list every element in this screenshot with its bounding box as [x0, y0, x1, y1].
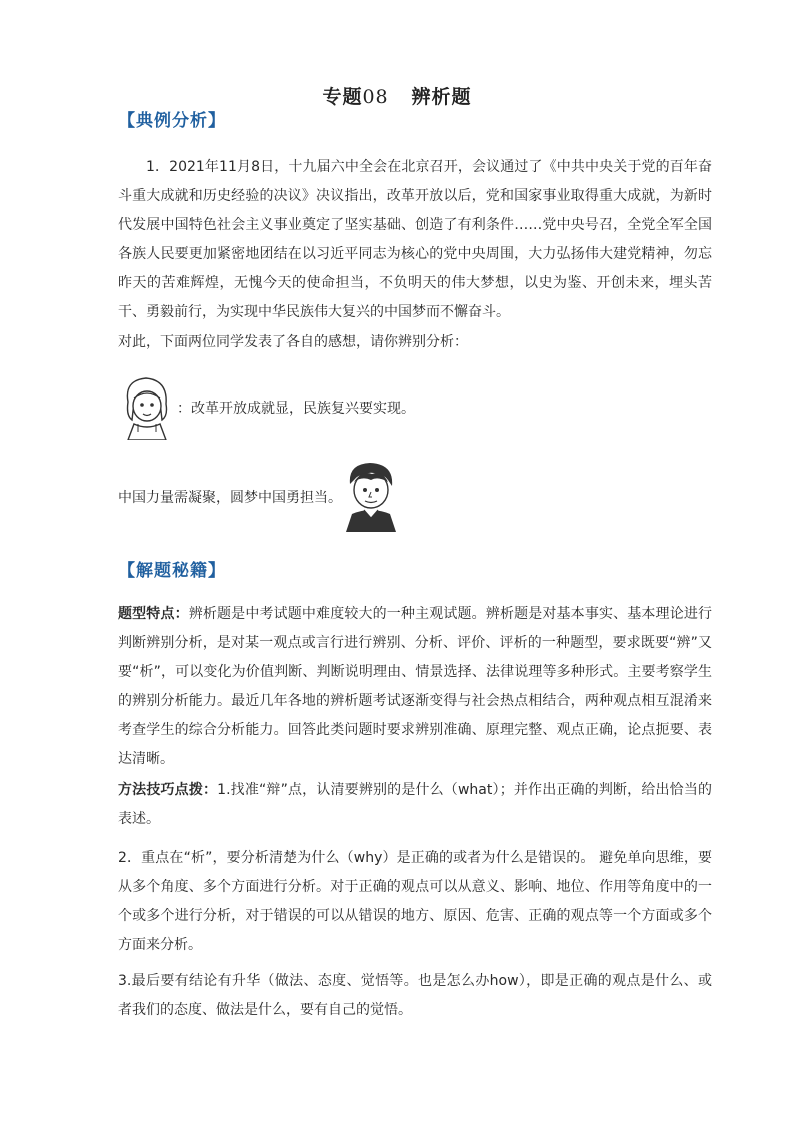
tip-point-2: 2．重点在“析”，要分析清楚为什么（why）是正确的或者为什么是错误的。 避免单向思维，要从多个角度、多个方面进行分析。对于正确的观点可以从意义、影响、地位、作用等角度中的一个或多个进行分析，对于错误的可以从错误的地方、原因、危害、正确的观点等一个方面或多个方面来分析。	[118, 850, 712, 953]
section-heading-tips: 【解题秘籍】	[118, 561, 226, 581]
page-title	[0, 82, 794, 109]
feature-label: 题型特点：	[118, 606, 189, 622]
method-paragraph	[118, 776, 712, 834]
method-text: 1.找准“辩”点，认清要辨别的是什么（what）；并作出正确的判断，给出恰当的表述。	[118, 782, 712, 827]
method-label: 方法技巧点拨：	[118, 782, 218, 798]
title-number: 08	[362, 86, 389, 108]
title-main: 辨析题	[411, 86, 472, 108]
title-prefix: 专题	[322, 86, 363, 108]
tip-point-3: 3.最后要有结论有升华（做法、态度、觉悟等。也是怎么办how），即是正确的观点是什么、或者我们的态度、做法是什么，要有自己的觉悟。	[118, 973, 712, 1018]
section-heading-example: 【典例分析】	[118, 111, 226, 131]
example-question-text: 1．2021年11月8日，十九届六中全会在北京召开，会议通过了《中共中央关于党的百年奋斗重大成就和历史经验的决议》决议指出，改革开放以后，党和国家事业取得重大成就，为新时代发展中国特色社会主义事业奠定了坚实基础、创造了有利条件……党中央号召，全党全军全国各族人民要更加紧密地团结在以习近平同志为核心的党中央周围，大力弘扬伟大建党精神，勿忘昨天的苦难辉煌，无愧今天的使命担当，不负明天的伟大梦想，以史为鉴、开创未来，埋头苦干、勇毅前行，为实现中华民族伟大复兴的中国梦而不懈奋斗。	[118, 159, 712, 320]
feature-text: 辨析题是中考试题中难度较大的一种主观试题。辨析题是对基本事实、基本理论进行判断辨别分析，是对某一观点或言行进行辨别、分析、评价、评析的一种题型，要求既要“辨”又要“析”，可以变化为价值判断、判断说明理由、情景选择、法律说理等多种形式。主要考察学生的辨别分析能力。最近几年各地的辨析题考试逐渐变得与社会热点相结合，两种观点相互混淆来考查学生的综合分析能力。回答此类问题时要求辨别准确、原理完整、观点正确，论点扼要、表达清晰。	[118, 606, 713, 767]
question-feature-paragraph	[118, 600, 712, 774]
prompt-text: 对此，下面两位同学发表了各自的感想，请你辨别分析：	[118, 334, 468, 350]
girl-student-illustration	[116, 372, 178, 440]
boy-student-illustration	[338, 458, 404, 532]
boy-quote: 中国力量需凝聚，圆梦中国勇担当。	[118, 490, 342, 506]
girl-quote: ：改革开放成就显，民族复兴要实现。	[177, 401, 415, 417]
